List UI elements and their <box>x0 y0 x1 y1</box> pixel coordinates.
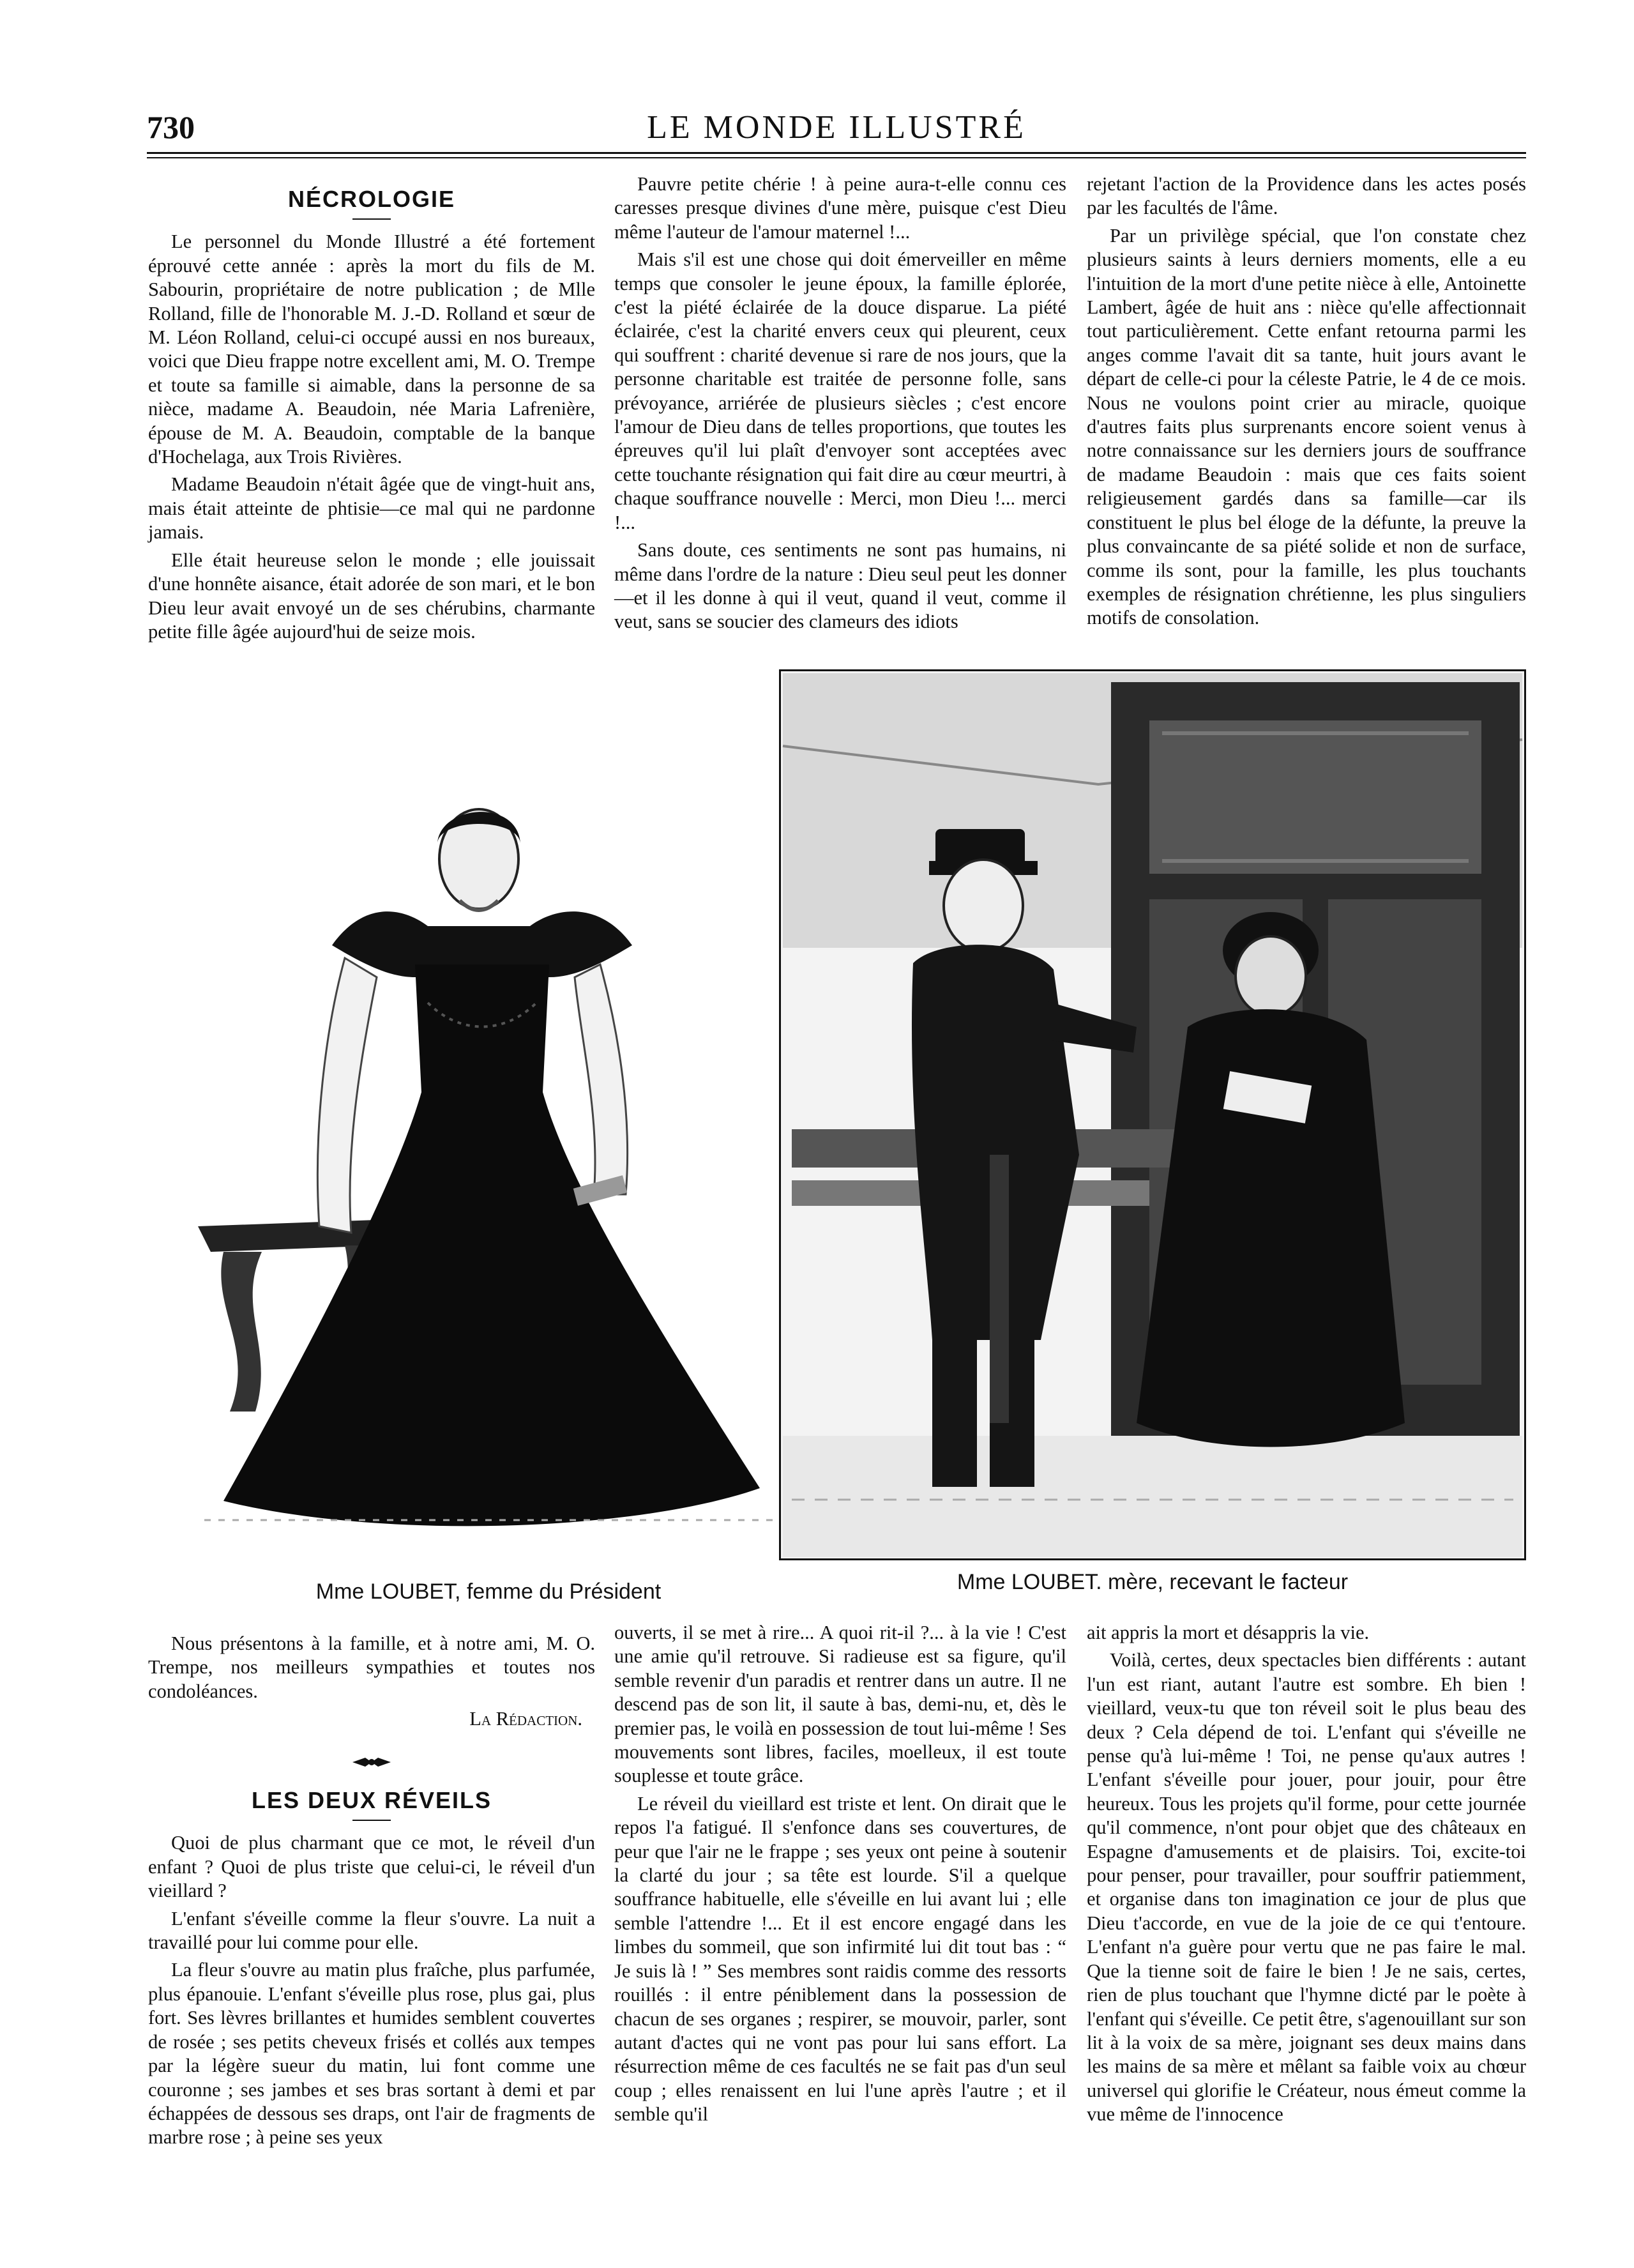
paragraph: L'enfant s'éveille comme la fleur s'ouvre. La nuit a travaillé pour lui comme pour elle. <box>148 1907 595 1954</box>
paragraph: Elle était heureuse selon le monde ; elle jouissait d'une honnête aisance, était adorée de son mari, et le bon Dieu leur avait envoyé un de ses chérubins, charmante petite fille âgée aujourd'hui de seize mois. <box>148 549 595 643</box>
paragraph: Sans doute, ces sentiments ne sont pas humains, ni même dans l'ordre de la nature : Dieu seul peut les donner—et il les donne à qui il veut, quand il veut, comme il veut, sans se soucier des clameurs des idiots <box>614 539 1066 633</box>
street-scene-illustration-right <box>779 669 1526 1560</box>
paragraph: ouverts, il se met à rire... A quoi rit-il ?... à la vie ! C'est une amie qu'il retrouve. Si radieuse est sa figure, qu'il semble revenir d'un paradis et rentrer dans un autre. Il ne descend pas de son lit, il saute à bas, demi-nu, et, dès le premier pas, le voilà en possession de tout lui-même ! Ses mouvements sont libres, faciles, moelleux, il est toute souplesse et toute grâce. <box>614 1622 1066 1787</box>
heading-divider <box>352 1820 391 1821</box>
right-illustration-caption: Mme LOUBET. mère, recevant le facteur <box>957 1570 1349 1594</box>
reveils-heading: LES DEUX RÉVEILS <box>251 1787 492 1814</box>
paragraph: Pauvre petite chérie ! à peine aura-t-elle connu ces caresses presque divines d'une mère, puisque c'est Dieu même l'auteur de l'amour maternel !... <box>614 173 1066 243</box>
section-ornament <box>148 1751 595 1774</box>
header-rule-thick <box>147 152 1526 154</box>
left-illustration-caption: Mme LOUBET, femme du Président <box>315 1579 662 1604</box>
page-header <box>147 109 1526 153</box>
bottom-col-3 <box>1087 1621 1526 2131</box>
signature: La Rédaction. <box>469 1708 582 1730</box>
ornament-divider <box>295 1756 448 1769</box>
heading-divider <box>352 218 391 220</box>
necrologie-col-3 <box>1087 172 1526 634</box>
necrologie-col-1 <box>148 182 595 648</box>
paragraph: Par un privilège spécial, que l'on constate chez plusieurs saints à leurs derniers moments, elle a eu l'intuition de la mort d'une petite nièce à elle, Antoinette Lambert, âgée de huit ans : nièce qu'elle affectionnait tout particulièrement. Cette enfant retourna parmi les anges comme l'avait dit sa tante, huit jours avant le départ de celle-ci pour la céleste Patrie, le 4 de ce mois. Nous ne voulons point crier au miracle, quoique d'autres faits plus surprenants encore soient venus à notre connaissance sur les derniers jours de souffrance de madame Beaudoin : mais que ces faits soient religieusement gardés dans sa famille—car ils constituent le plus bel éloge de la défunte, la preuve la plus convaincante de sa piété solide et non de surface, comme ils sont, pour la famille, les plus touchants exemples de résignation chrétienne, les plus singuliers motifs de consolation. <box>1087 224 1526 629</box>
condolence-paragraph: Nous présentons à la famille, et à notre ami, M. O. Trempe, nos meilleurs sympathies et toutes nos condoléances. <box>148 1633 595 1702</box>
necrologie-col-2 <box>614 172 1066 638</box>
paragraph: Madame Beaudoin n'était âgée que de vingt-huit ans, mais était atteinte de phtisie—ce mal qui ne pardonne jamais. <box>148 473 595 544</box>
bottom-col-1 <box>148 1632 595 2154</box>
paragraph: Quoi de plus charmant que ce mot, le réveil d'un enfant ? Quoi de plus triste que celui-ci, le réveil d'un vieillard ? <box>148 1832 595 1902</box>
header-rule-thin <box>147 157 1526 158</box>
paragraph: Mais s'il est une chose qui doit émerveiller en même temps que consoler le jeune époux, la famille éplorée, c'est la piété éclairée de la douce disparue. La piété éclairée, c'est la charité envers ceux qui pleurent, ceux qui souffrent : charité devenue si rare de nos jours, que la personne charitable est traitée de personne folle, sans prévoyance, arriérée de plusieurs siècles ; c'est encore l'amour de Dieu dans de telles proportions, que toutes les épreuves qu'il lui plaît d'envoyer sont acceptées avec cette touchante résignation qui fait dire au cœur meurtri, à chaque souffrance nouvelle : Merci, mon Dieu !... merci !... <box>614 248 1066 533</box>
bottom-col-2 <box>614 1621 1066 2131</box>
woman-in-gown-figure <box>198 809 773 1526</box>
paragraph: ait appris la mort et désappris la vie. <box>1087 1622 1370 1643</box>
portrait-illustration-left <box>185 734 792 1571</box>
page-number: 730 <box>147 109 195 145</box>
paragraph: rejetant l'action de la Providence dans les actes posés par les facultés de l'âme. <box>1087 173 1526 219</box>
necrologie-heading: NÉCROLOGIE <box>287 186 455 212</box>
masthead-title: LE MONDE ILLUSTRÉ <box>647 109 1026 146</box>
paragraph: Voilà, certes, deux spectacles bien différents : autant l'un est riant, autant l'autre est sombre. Eh bien ! vieillard, veux-tu que ton réveil soit le plus beau des deux ? Cela dépend de toi. L'enfant qui s'éveille ne pense qu'à lui-même ! Toi, ne pense qu'aux autres ! L'enfant s'éveille pour jouer, pour jouir, pour être heureux. Tous les projets qu'il forme, pour cette journée qu'il commence, n'ont pour objet que des châteaux en Espagne d'amusements et de plaisirs. Toi, excite-toi pour penser, pour travailler, pour souffrir patiemment, et organise dans ton imagination ce jour de plus que Dieu t'accorde, en vue de la joie de ce qui t'entoure. L'enfant n'a guère pour vertu que ne pas faire le mal. Que la tienne soit de faire le bien ! Je ne sais, certes, rien de plus touchant que l'hymne dicté par le poète à l'enfant qui s'éveille. Ce petit être, s'agenouillant sur son lit à la voix de sa mère, joignant ses deux mains dans les mains de sa mère et mêlant sa faible voix au chœur universel qui glorifie le Créateur, nous émeut comme la vue même de l'innocence <box>1087 1649 1526 2126</box>
paragraph: Le personnel du Monde Illustré a été fortement éprouvé cette année : après la mort du fils de M. Sabourin, propriétaire de notre publication ; de Mlle Rolland, fille de l'honorable M. J.-D. Rolland et sœur de M. Léon Rolland, celui-ci occupé aussi en nos bureaux, voici que Dieu frappe notre excellent ami, M. O. Trempe et toute sa famille si aimable, dans la personne de sa nièce, madame A. Beaudoin, née Maria Lafrenière, épouse de M. A. Beaudoin, comptable de la banque d'Hochelaga, aux Trois Rivières. <box>148 231 595 468</box>
paragraph: La fleur s'ouvre au matin plus fraîche, plus parfumée, plus épanouie. L'enfant s'éveille plus rose, plus gai, plus fort. Ses lèvres brillantes et humides semblent couvertes de rosée ; ses petits cheveux frisés et collés aux tempes par la légère sueur du matin, lui font comme une couronne ; ses jambes et ses bras sortant à demi et par échappées de dessous ses draps, ont l'air de fragments de marbre rose ; à peine ses yeux <box>148 1959 595 2149</box>
paragraph: Le réveil du vieillard est triste et lent. On dirait que le repos l'a fatigué. Il s'enfonce dans ses couvertures, de peur que l'air ne le frappe ; ses yeux ont peine à soutenir la clarté du jour ; sa tête est lourde. S'il a quelque souffrance habituelle, elle s'éveille en lui avant lui ; elle semble l'attendre !... Et il est encore engagé dans les limbes du sommeil, que son infirmité lui dit tout bas : “ Je suis là ! ” Ses membres sont raidis comme des ressorts rouillés : il entre péniblement dans la possession de chacun de ses organes ; respirer, se mouvoir, parler, sont autant d'actes qui ne vont pas pour lui sans effort. La résurrection même de ces facultés ne se fait pas d'un seul coup ; elles renaissent en lui l'une après l'autre ; et il semble qu'il <box>614 1792 1066 2126</box>
